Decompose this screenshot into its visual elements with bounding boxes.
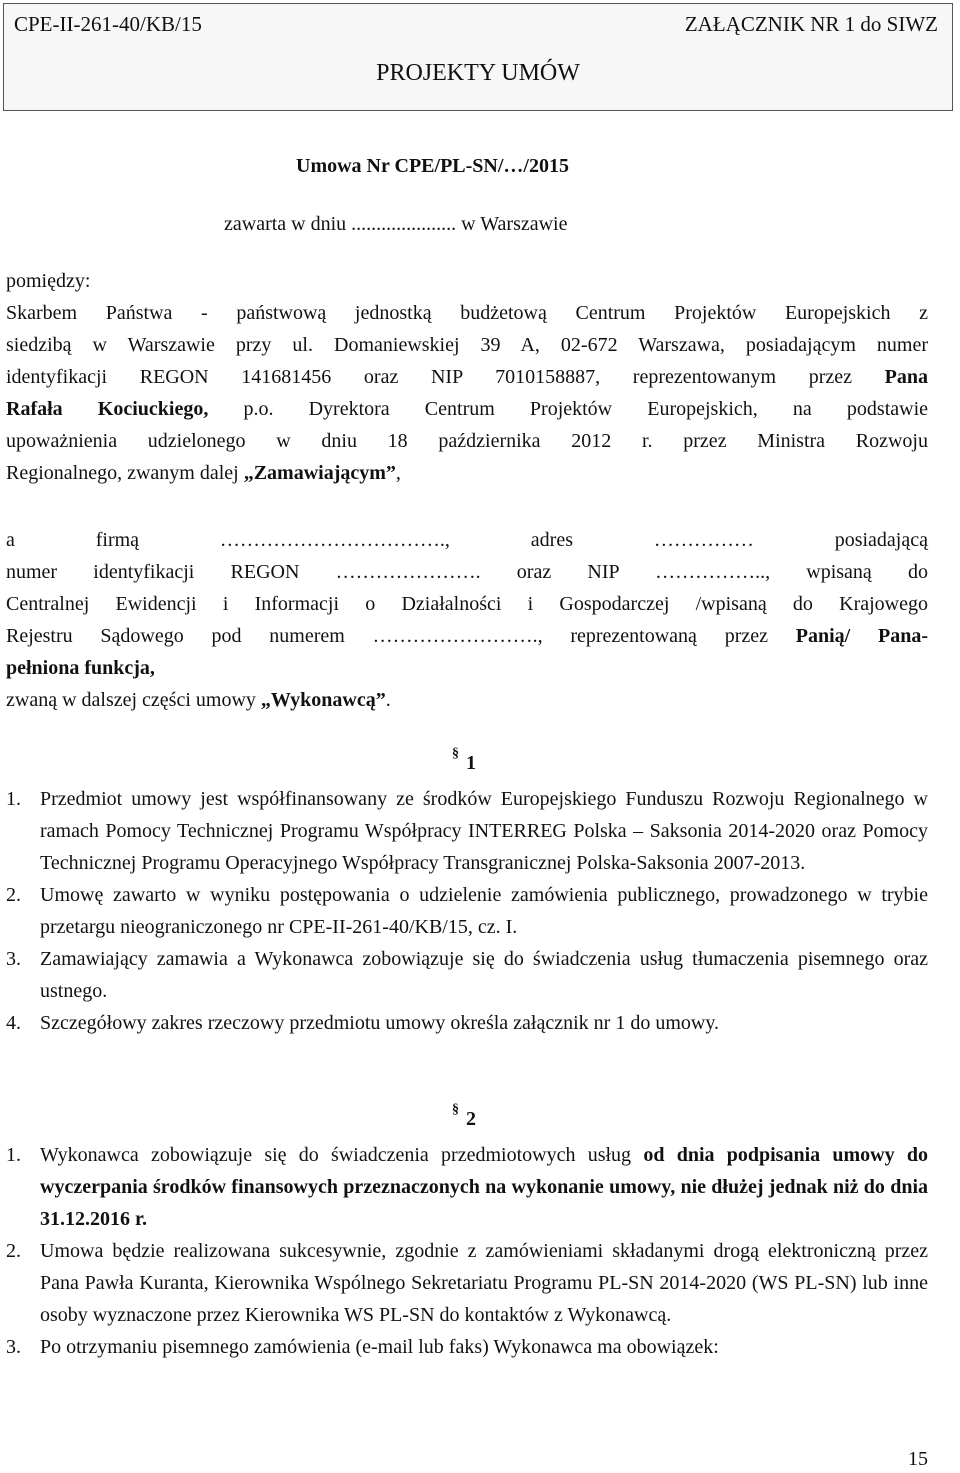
contract-number: Umowa Nr CPE/PL-SN/…/2015 — [296, 155, 569, 177]
page-number: 15 — [908, 1448, 928, 1470]
list-item: 1. Przedmiot umowy jest współfinansowany ze środków Europejskiego Funduszu Rozwoju Regionalnego w ramach Pomocy Technicznej Programu Współpracy INTERREG Polska – Saksonia 2014-2020 oraz Pomocy Technicznej Programu Operacyjnego Współpracy Transgranicznej Polska-Saksonia 2007-2013. — [6, 788, 928, 874]
reference-number: CPE-II-261-40/KB/15 — [14, 12, 202, 36]
party2-line6: zwaną w dalszej części umowy „Wykonawcą”. — [6, 689, 391, 711]
party2-line5: pełniona funkcja, — [6, 657, 155, 679]
list-item: 3. Po otrzymaniu pisemnego zamówienia (e-mail lub faks) Wykonawca ma obowiązek: — [6, 1336, 719, 1358]
list-item: 1. Wykonawca zobowiązuje się do świadczenia przedmiotowych usług od dnia podpisania umowy do wyczerpania środków finansowych przeznaczonych na wykonanie umowy, nie dłużej jednak niż do dnia 31.12.2016 r. — [6, 1144, 929, 1230]
party1-line5: upoważnienia udzielonego w dniu 18 października 2012 r. przez Ministra Rozwoju — [6, 430, 928, 452]
party1-line4: Rafała Kociuckiego, p.o. Dyrektora Centrum Projektów Europejskich, na podstawie — [6, 398, 928, 420]
paragraph-sign-icon: § — [452, 746, 459, 761]
party2-line2: numer identyfikacji REGON …………………. oraz NIP …………….., wpisaną do — [6, 561, 928, 583]
list-item: 2. Umowę zawarto w wyniku postępowania o udzielenie zamówienia publicznego, prowadzonego w trybie przetargu nieograniczonego nr CPE-II-261-40/KB/15, cz. I. — [6, 884, 928, 938]
section-1-heading: § 1 — [452, 746, 476, 774]
section-1-list — [6, 783, 928, 1039]
party1-line3: identyfikacji REGON 141681456 oraz NIP 7010158887, reprezentowanym przez Pana — [6, 366, 928, 388]
contract-date-line: zawarta w dniu ..................... w Warszawie — [224, 213, 568, 235]
list-item: 3. Zamawiający zamawia a Wykonawca zobowiązuje się do świadczenia usług tłumaczenia pisemnego oraz ustnego. — [6, 948, 928, 1002]
party2-line1: a firmą ……………………………., adres …………… posiadającą — [6, 529, 928, 551]
document-title: PROJEKTY UMÓW — [376, 60, 580, 86]
list-item: 4. Szczegółowy zakres rzeczowy przedmiotu umowy określa załącznik nr 1 do umowy. — [6, 1012, 720, 1034]
party1-line1: Skarbem Państwa - państwową jednostką budżetową Centrum Projektów Europejskich z — [6, 302, 928, 324]
section-2-list — [6, 1139, 928, 1363]
annex-label: ZAŁĄCZNIK NR 1 do SIWZ — [684, 12, 938, 36]
paragraph-sign-icon: § — [452, 1102, 459, 1117]
party1-line6: Regionalnego, zwanym dalej „Zamawiającym”, — [6, 462, 401, 484]
list-item: 2. Umowa będzie realizowana sukcesywnie, zgodnie z zamówieniami składanymi drogą elektroniczną przez Pana Pawła Kuranta, Kierownika Wspólnego Sekretariatu Programu PL-SN 2014-2020 (WS PL-SN) lub inne osoby wyznaczone przez Kierownika WS PL-SN do kontaktów z Wykonawcą. — [6, 1240, 928, 1326]
party2-line4: Rejestru Sądowego pod numerem ……………………., reprezentowaną przez Panią/ Pana- — [6, 625, 929, 647]
between-label: pomiędzy: — [6, 270, 91, 292]
section-2-heading: § 2 — [452, 1102, 476, 1130]
party2-line3: Centralnej Ewidencji i Informacji o Działalności i Gospodarczej /wpisaną do Krajowego — [6, 593, 928, 615]
party1-line2: siedzibą w Warszawie przy ul. Domaniewskiej 39 A, 02-672 Warszawa, posiadającym numer — [6, 334, 928, 356]
header-box — [3, 3, 953, 111]
